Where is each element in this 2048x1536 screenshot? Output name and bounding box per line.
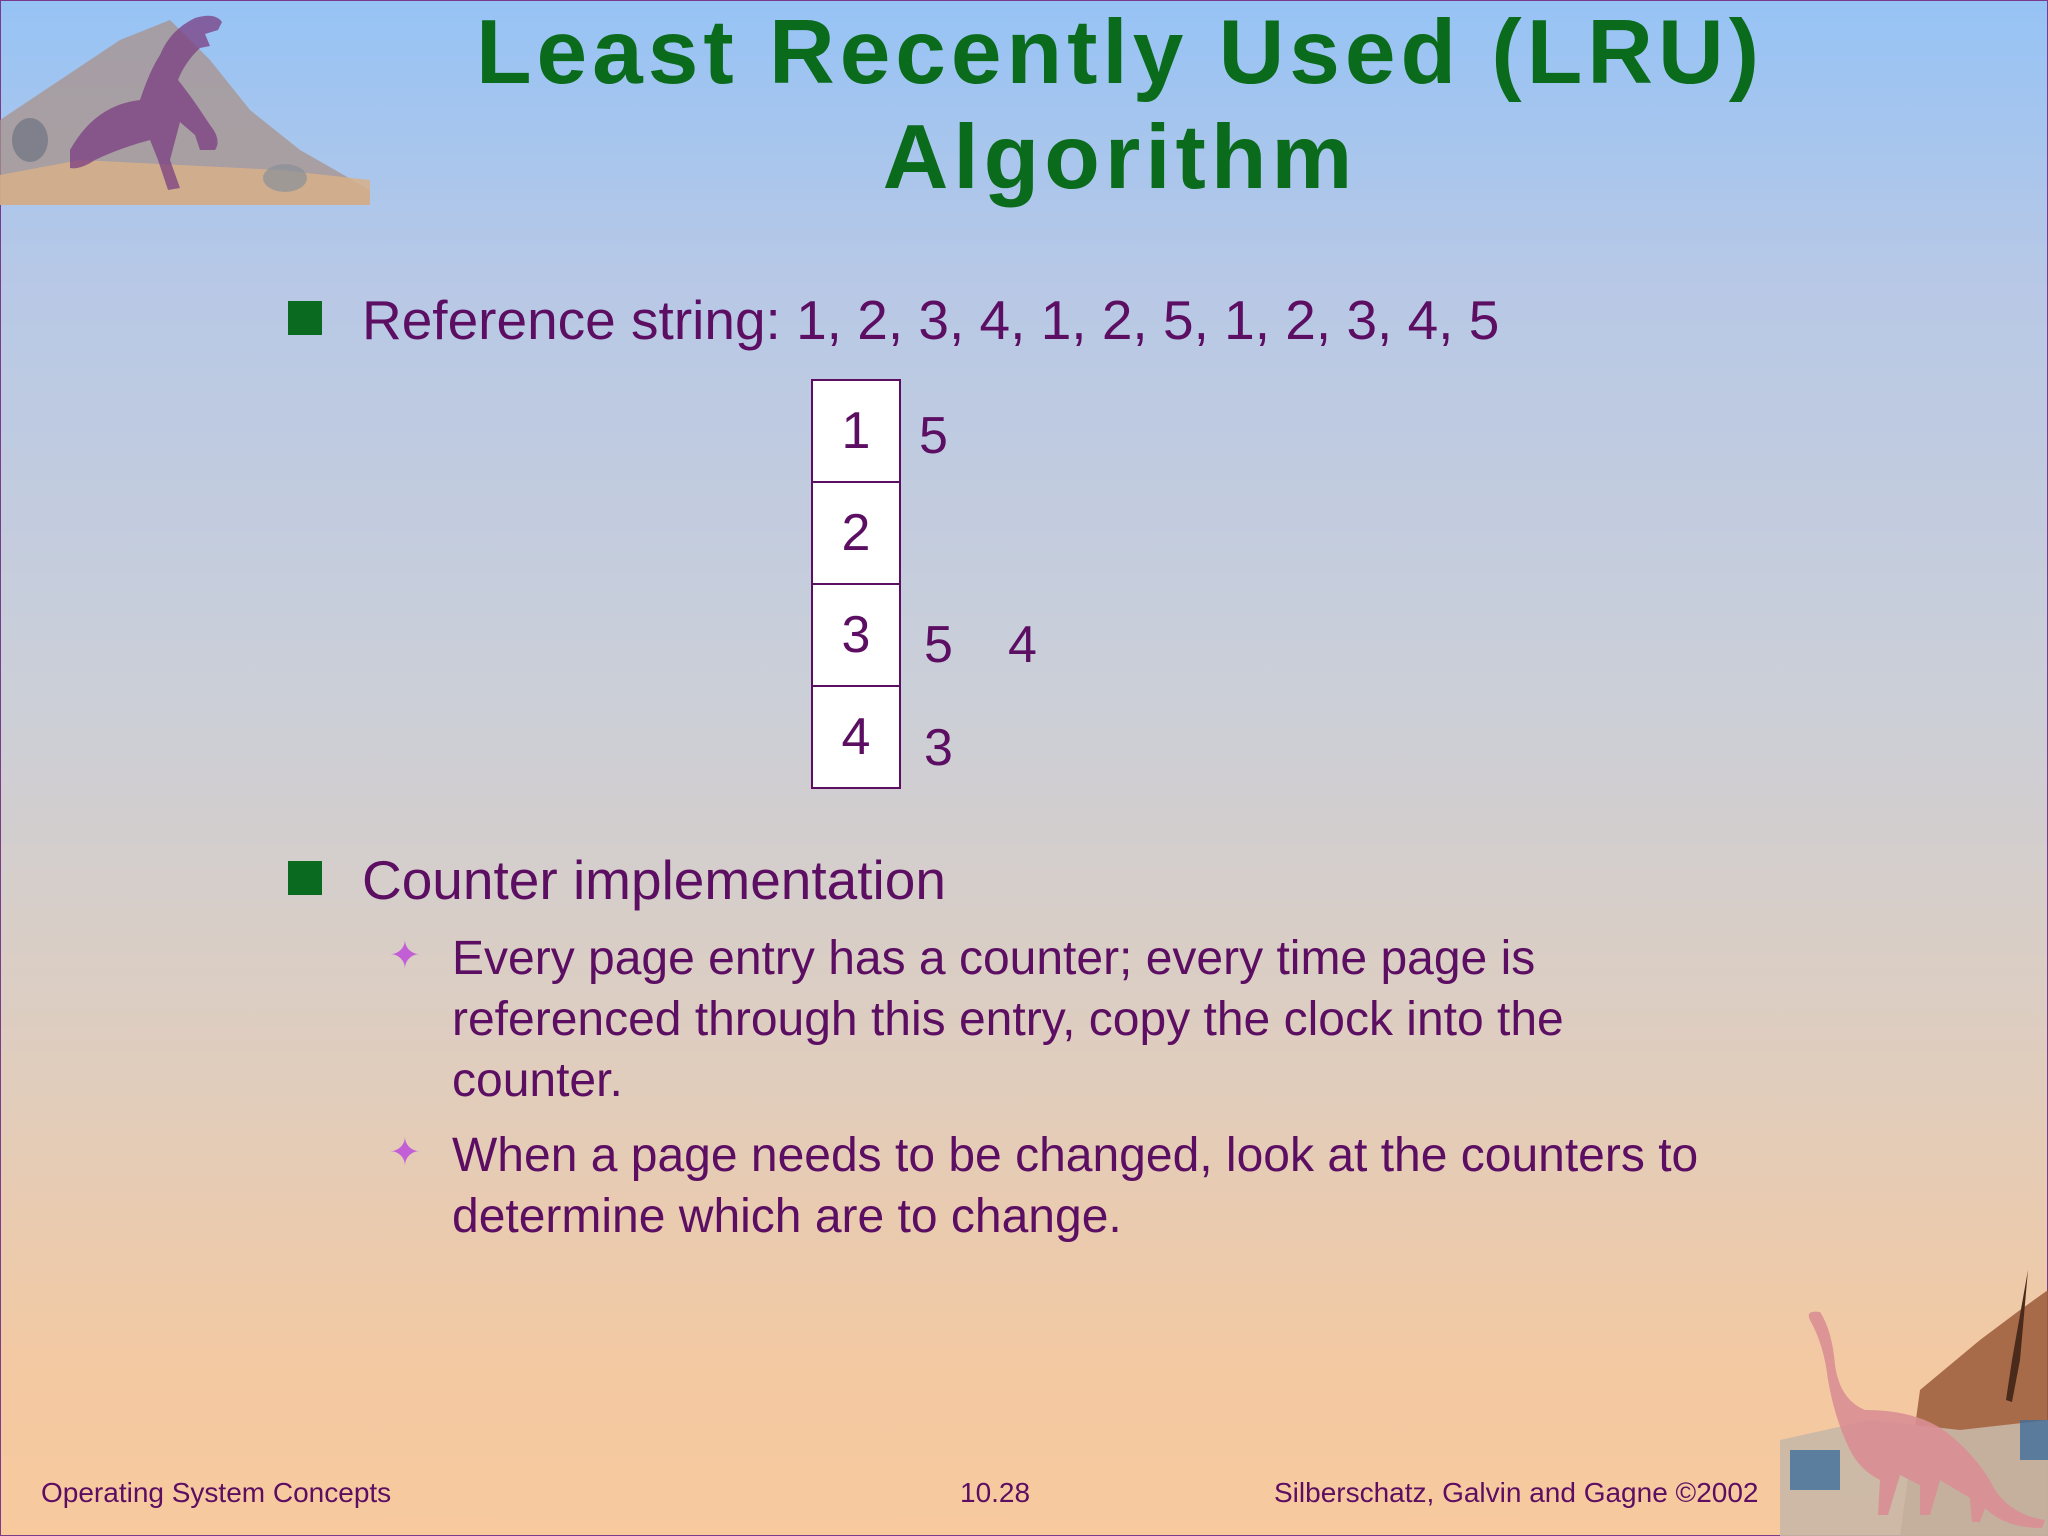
sub-bullet-text xyxy=(452,1125,1852,1247)
page-frames-diagram xyxy=(811,379,901,789)
footer-copyright: Silberschatz, Galvin and Gagne ©2002 xyxy=(1274,1477,1759,1508)
four-point-star-icon: ✦ xyxy=(389,935,421,977)
brontosaurus-dinosaur-icon xyxy=(1780,1270,2048,1536)
square-bullet-icon xyxy=(288,861,322,895)
sub-bullet-text xyxy=(452,928,1852,1111)
reference-string-text: Reference string: 1, 2, 3, 4, 1, 2, 5, 1, 2, 3, 4, 5 xyxy=(362,289,1500,351)
frame-cell: 3 xyxy=(813,585,899,687)
title-line-1: Least Recently Used (LRU) xyxy=(475,2,1765,103)
sub-bullet-line: referenced through this entry, copy the clock into the xyxy=(452,993,1564,1046)
four-point-star-icon: ✦ xyxy=(389,1132,421,1174)
sub-bullet-line: counter. xyxy=(452,1054,623,1107)
footer-course-name: Operating System Concepts xyxy=(41,1477,392,1508)
slide-title xyxy=(380,0,1860,210)
footer-page-number: 10.28 xyxy=(960,1477,1031,1508)
frame3-replacement: 4 xyxy=(1008,616,1037,674)
frame-cell: 4 xyxy=(841,708,871,766)
sub-bullet-line: determine which are to change. xyxy=(452,1190,1122,1243)
counter-implementation-text: Counter implementation xyxy=(362,849,946,911)
frame-cell: 2 xyxy=(813,483,899,585)
frame1-replacement: 5 xyxy=(919,407,948,465)
sub-bullet-line: Every page entry has a counter; every time page is xyxy=(452,932,1536,985)
frame-cell: 1 xyxy=(813,381,899,483)
sub-bullet-line: When a page needs to be changed, look at the counters to xyxy=(452,1129,1699,1182)
frame4-replacement: 3 xyxy=(924,719,953,777)
square-bullet-icon xyxy=(288,301,322,335)
title-line-2: Algorithm xyxy=(882,107,1358,208)
trex-dinosaur-icon xyxy=(0,0,370,210)
frame3-replacement: 5 xyxy=(924,616,953,674)
